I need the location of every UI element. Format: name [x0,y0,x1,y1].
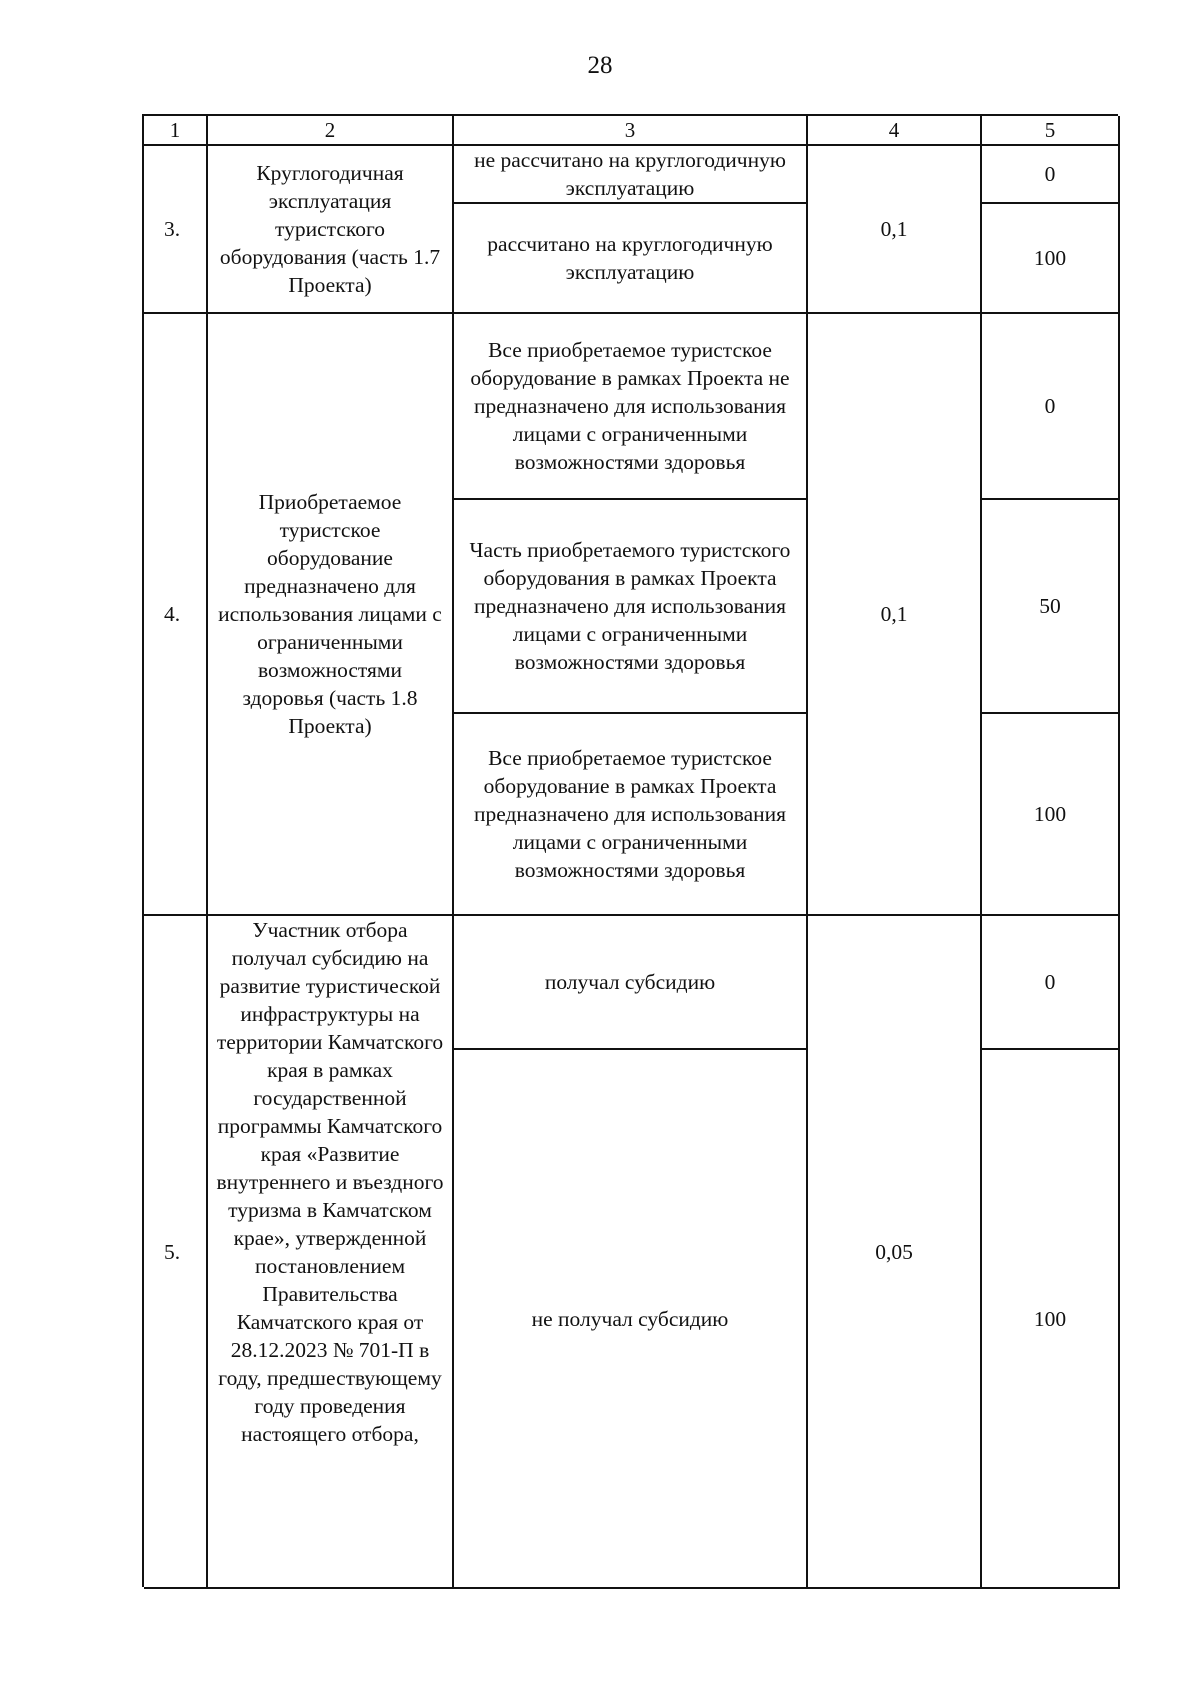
score-cell: 50 [982,500,1120,714]
criterion-cell: Приобретаемое туристское оборудование предназначено для использования лицами с ограниченными возможностями здоровья (часть 1.8 Проекта) [208,314,454,916]
row-number: 3. [144,146,208,314]
option-cell: Все приобретаемое туристское оборудование в рамках Проекта предназначено для использования лицами с ограниченными возможностями здоровья [454,714,808,916]
score-cell: 100 [982,204,1120,314]
option-cell: Часть приобретаемого туристского оборудования в рамках Проекта предназначено для использования лицами с ограниченными возможностями здоровья [454,500,808,714]
option-cell: рассчитано на круглогодичную эксплуатацию [454,204,808,314]
option-cell: Все приобретаемое туристское оборудование в рамках Проекта не предназначено для использования лицами с ограниченными возможностями здоровья [454,314,808,500]
criterion-cell: Круглогодичная эксплуатация туристского оборудования (часть 1.7 Проекта) [208,146,454,314]
score-cell: 0 [982,916,1120,1050]
column-header-4: 4 [808,116,982,146]
score-cell: 0 [982,314,1120,500]
column-header-2: 2 [208,116,454,146]
row-number: 4. [144,314,208,916]
weight-cell: 0,1 [808,314,982,916]
score-cell: 100 [982,1050,1120,1589]
row-number: 5. [144,916,208,1589]
column-header-3: 3 [454,116,808,146]
option-cell: получал субсидию [454,916,808,1050]
option-cell: не получал субсидию [454,1050,808,1589]
column-header-1: 1 [144,116,208,146]
weight-cell: 0,05 [808,916,982,1589]
score-cell: 0 [982,146,1120,204]
criteria-table [142,114,1118,1587]
criterion-cell: Участник отбора получал субсидию на развитие туристической инфраструктуры на территории Камчатского края в рамках государственной программы Камчатского края «Развитие внутреннего и въездного туризма в Камчатском крае», утвержденной постановлением Правительства Камчатского края от 28.12.2023 № 701-П в году, предшествующему году проведения настоящего отбора, [208,916,454,1589]
weight-cell: 0,1 [808,146,982,314]
column-header-5: 5 [982,116,1120,146]
score-cell: 100 [982,714,1120,916]
option-cell: не рассчитано на круглогодичную эксплуатацию [454,146,808,204]
page-number: 28 [587,52,613,79]
